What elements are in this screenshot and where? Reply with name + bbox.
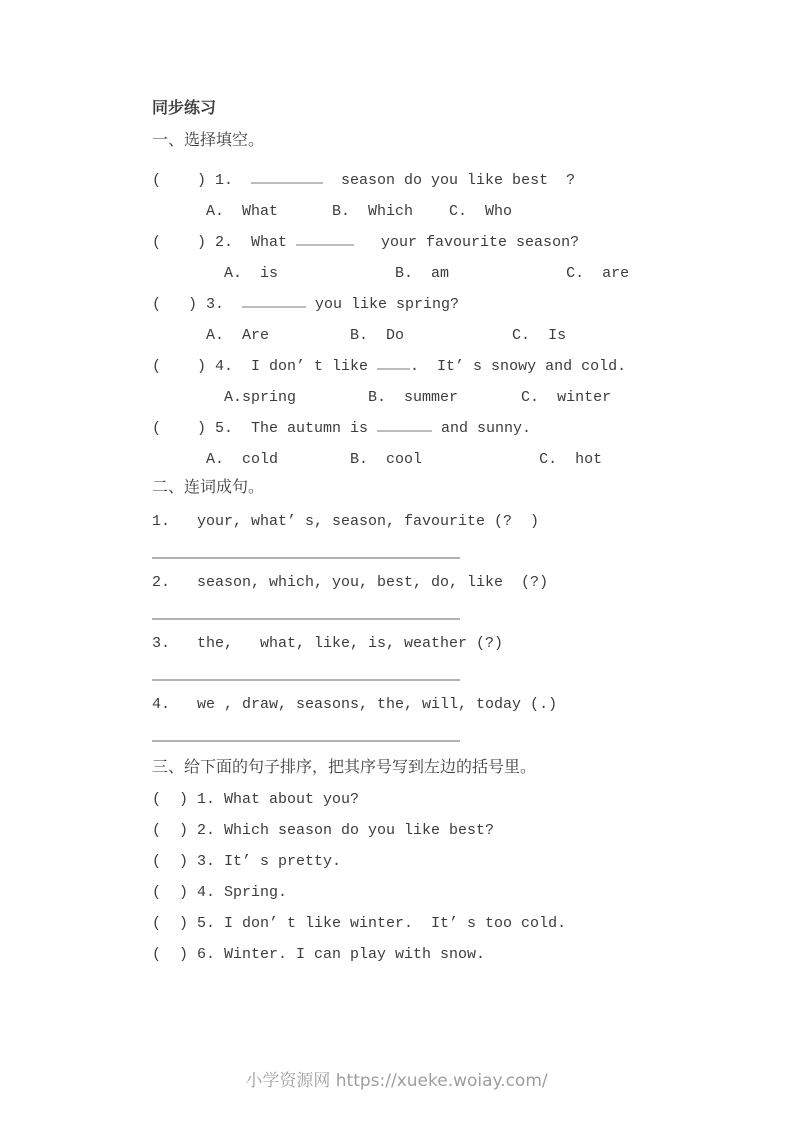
section-heading-rearrange: 二、连词成句。 (152, 479, 265, 497)
question-text: your favourite season? (354, 234, 580, 251)
answer-blank (377, 417, 432, 432)
answer-line-1 (152, 557, 460, 559)
section-multiple-choice (152, 131, 629, 475)
question-text: ( ) 5. The autumn is (152, 420, 378, 437)
answer-line-4 (152, 740, 460, 742)
section-rearrange-words (152, 478, 558, 742)
question-text: ( ) 4. I don’ t like (152, 358, 378, 375)
section-heading-ordering: 三、给下面的句子排序，把其序号写到左边的括号里。 (152, 759, 537, 777)
rearrange-item-4: 4. we , draw, seasons, the, will, today (.) (152, 696, 558, 713)
choice-options-4: A.spring B. summer C. winter (152, 389, 612, 406)
question-text: and sunny. (432, 420, 532, 437)
choice-options-3: A. Are B. Do C. Is (152, 327, 567, 344)
question-text: ( ) 3. (152, 296, 243, 313)
answer-blank (251, 169, 323, 184)
rearrange-item-2: 2. season, which, you, best, do, like (?) (152, 574, 549, 591)
rearrange-item-3: 3. the, what, like, is, weather (?) (152, 635, 504, 652)
ordering-items (152, 784, 566, 970)
section-heading-choice: 一、选择填空。 (152, 132, 265, 150)
question-text: season do you like best ? (323, 172, 576, 189)
section-sentence-ordering (152, 758, 566, 970)
question-text: ( ) 1. (152, 172, 252, 189)
question-text: you like spring? (306, 296, 460, 313)
choice-question-4 (152, 351, 629, 382)
choice-question-2 (152, 227, 629, 258)
choice-options-2: A. is B. am C. are (152, 265, 630, 282)
ordering-item-4: ( ) 4. Spring. (152, 884, 288, 901)
ordering-item-6: ( ) 6. Winter. I can play with snow. (152, 946, 486, 963)
choice-question-1 (152, 165, 629, 196)
choice-questions (152, 165, 629, 475)
choice-question-3 (152, 289, 629, 320)
rearrange-items (152, 511, 558, 742)
choice-options-5: A. cold B. cool C. hot (152, 451, 603, 468)
question-text: ( ) 2. What (152, 234, 297, 251)
site-watermark: 小学资源网 https://xueke.woiay.com/ (245, 1071, 548, 1091)
answer-blank (242, 293, 306, 308)
rearrange-item-1: 1. your, what’ s, season, favourite (? ) (152, 513, 540, 530)
choice-question-5 (152, 413, 629, 444)
answer-line-2 (152, 618, 460, 620)
answer-line-3 (152, 679, 460, 681)
choice-options-1: A. What B. Which C. Who (152, 203, 513, 220)
ordering-item-1: ( ) 1. What about you? (152, 791, 360, 808)
answer-blank (377, 355, 410, 370)
ordering-item-3: ( ) 3. It’ s pretty. (152, 853, 342, 870)
answer-blank (296, 231, 354, 246)
ordering-item-2: ( ) 2. Which season do you like best? (152, 822, 495, 839)
question-text: . It’ s snowy and cold. (410, 358, 627, 375)
ordering-item-5: ( ) 5. I don’ t like winter. It’ s too cold. (152, 915, 567, 932)
worksheet-title: 同步练习 (152, 100, 217, 118)
